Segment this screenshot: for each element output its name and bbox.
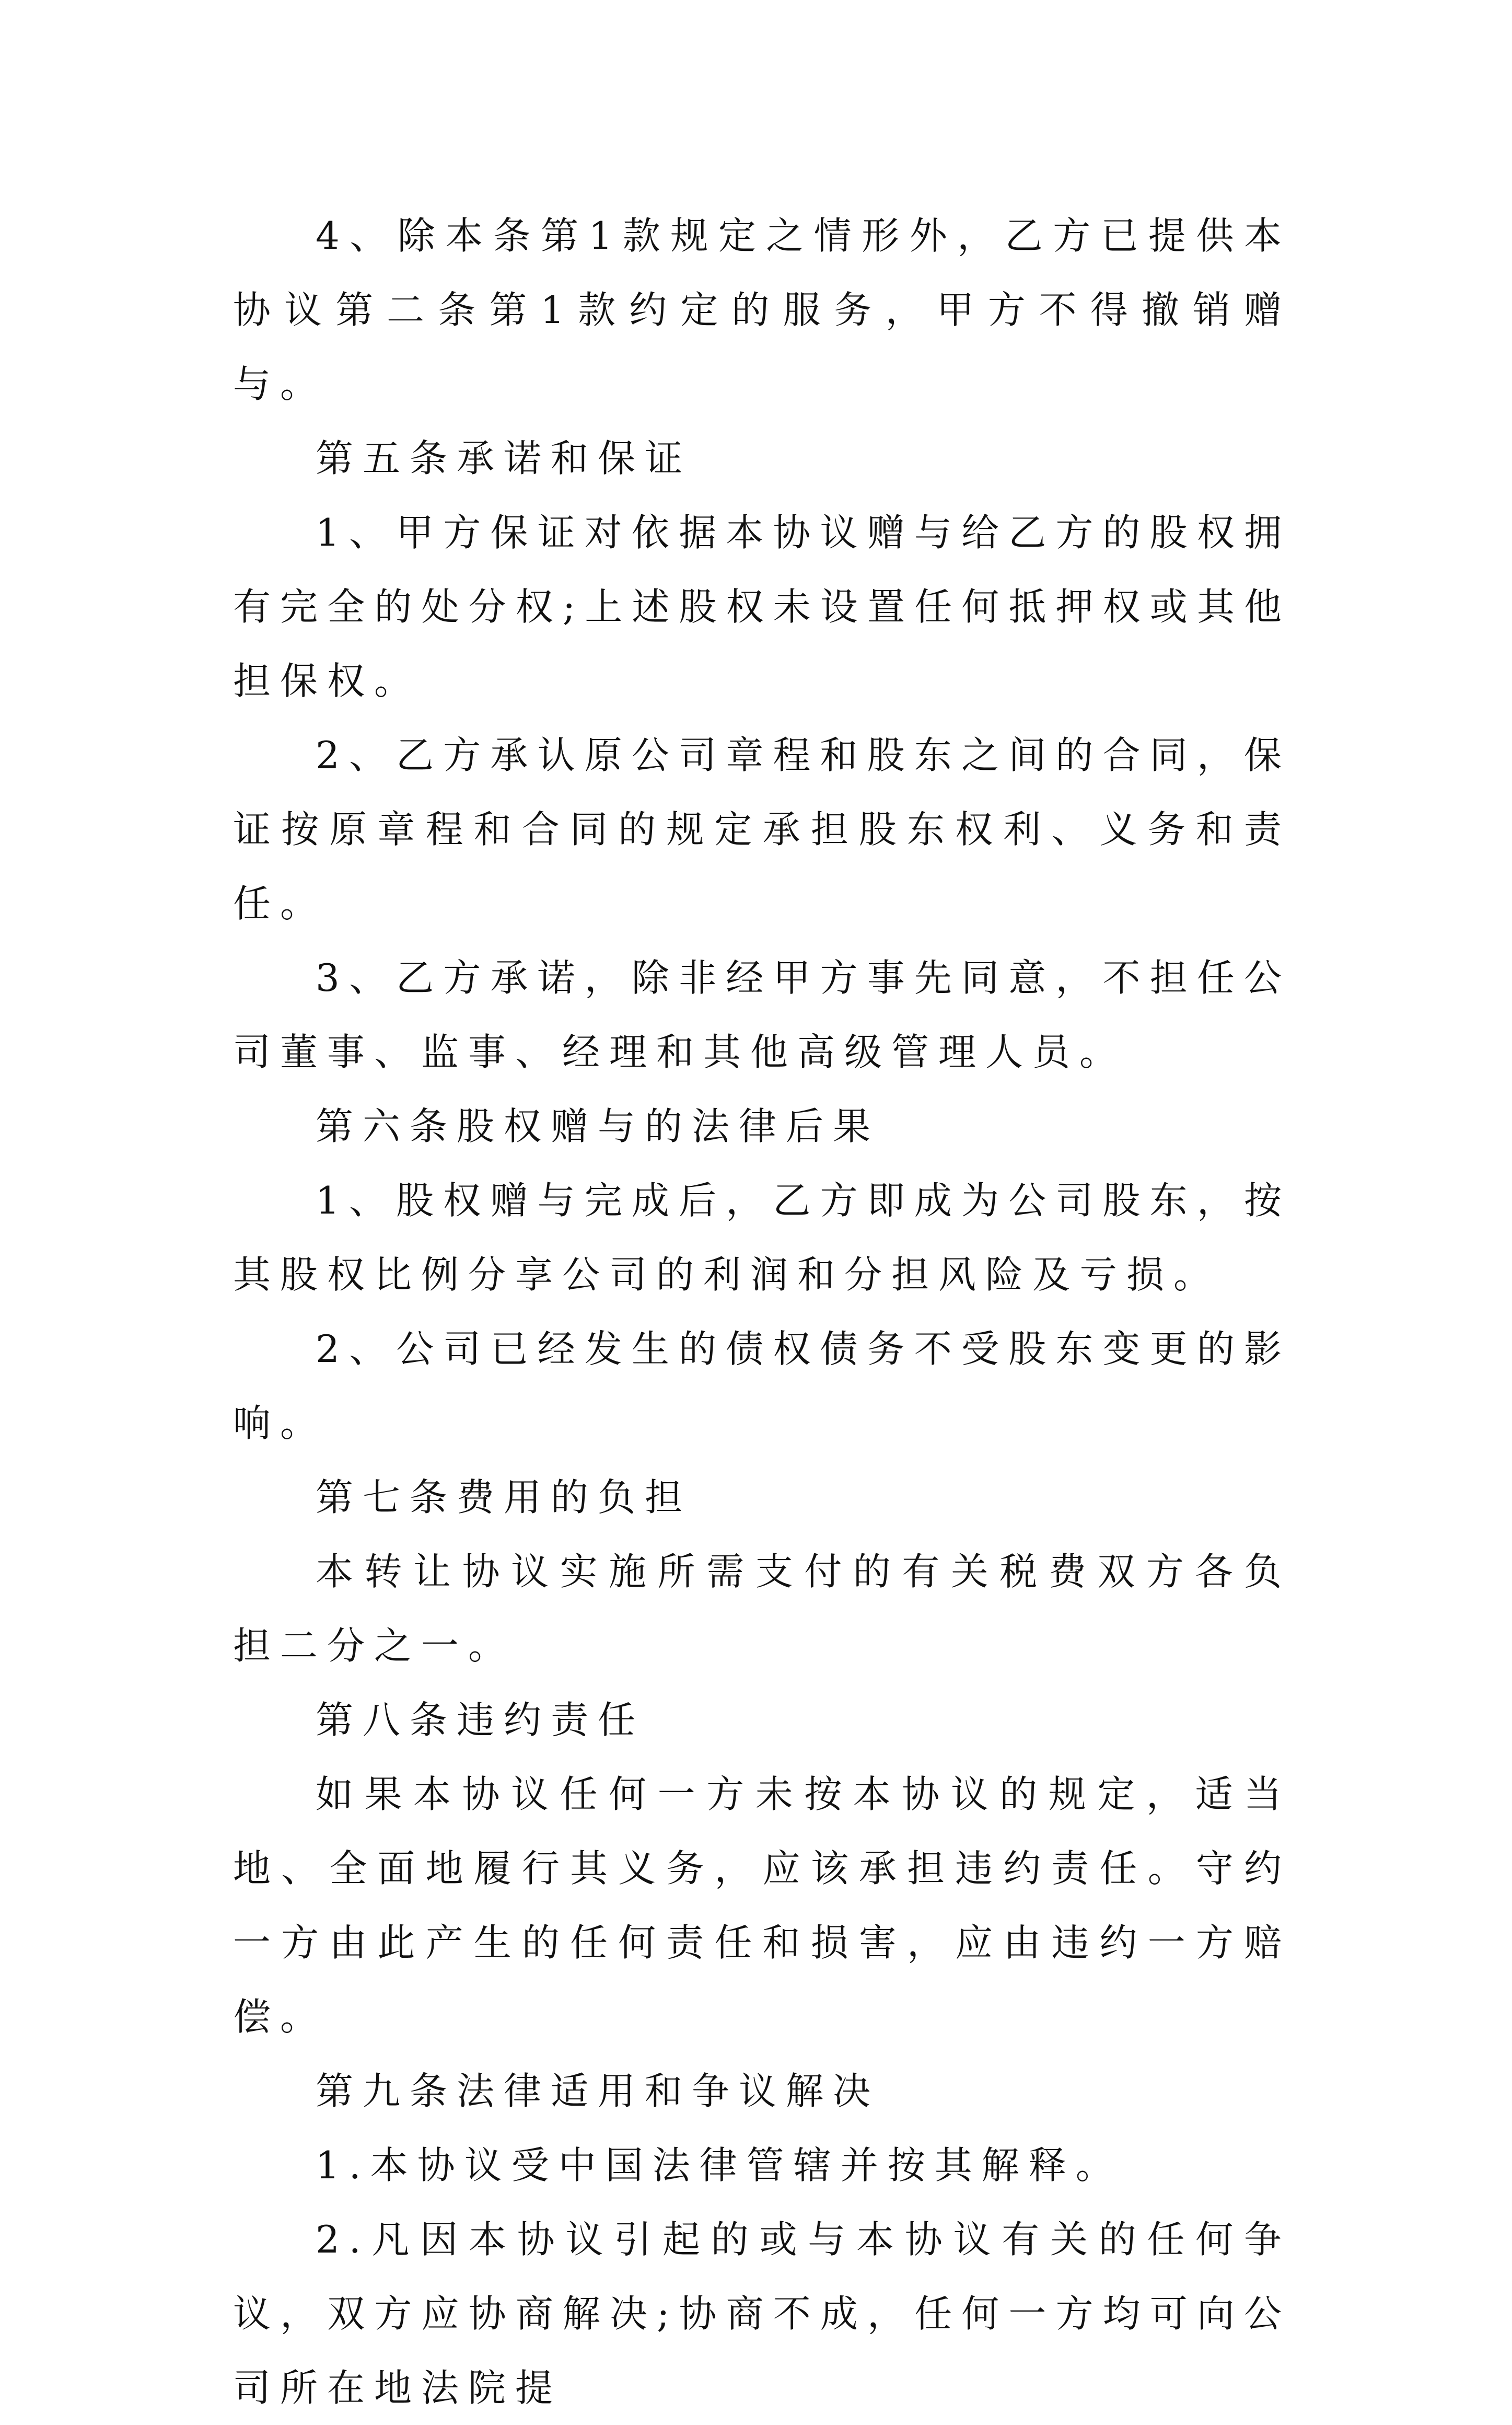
clause-4-paragraph: 4、除本条第1款规定之情形外，乙方已提供本协议第二条第1款约定的服务，甲方不得撤销赠与。 bbox=[233, 214, 1291, 406]
article-6-heading: 第六条股权赠与的法律后果 bbox=[316, 1104, 880, 1148]
article-8-paragraph: 如果本协议任何一方未按本协议的规定，适当地、全面地履行其义务，应该承担违约责任。守约一方由此产生的任何责任和损害，应由违约一方赔偿。 bbox=[233, 1772, 1291, 2039]
article-6-clause-1: 1、股权赠与完成后，乙方即成为公司股东，按其股权比例分享公司的利润和分担风险及亏损。 bbox=[233, 1179, 1291, 1297]
article-5-clause-3: 3、乙方承诺，除非经甲方事先同意，不担任公司董事、监事、经理和其他高级管理人员。 bbox=[233, 956, 1291, 1074]
article-5-heading: 第五条承诺和保证 bbox=[316, 436, 692, 480]
article-7-heading: 第七条费用的负担 bbox=[316, 1475, 692, 1519]
article-5-clause-1: 1、甲方保证对依据本协议赠与给乙方的股权拥有完全的处分权;上述股权未设置任何抵押权或其他担保权。 bbox=[233, 511, 1291, 703]
article-9-clause-2: 2.凡因本协议引起的或与本协议有关的任何争议，双方应协商解决;协商不成，任何一方均可向公司所在地法院提 bbox=[233, 2218, 1291, 2410]
article-6-clause-2: 2、公司已经发生的债权债务不受股东变更的影响。 bbox=[233, 1327, 1291, 1445]
article-5-clause-2: 2、乙方承认原公司章程和股东之间的合同，保证按原章程和合同的规定承担股东权利、义务和责任。 bbox=[233, 733, 1291, 926]
article-9-heading: 第九条法律适用和争议解决 bbox=[316, 2069, 880, 2113]
article-8-heading: 第八条违约责任 bbox=[316, 1698, 645, 1742]
article-7-paragraph: 本转让协议实施所需支付的有关税费双方各负担二分之一。 bbox=[233, 1550, 1291, 1668]
document-body bbox=[233, 199, 1291, 2425]
article-9-clause-1: 1.本协议受中国法律管辖并按其解释。 bbox=[316, 2143, 1123, 2187]
